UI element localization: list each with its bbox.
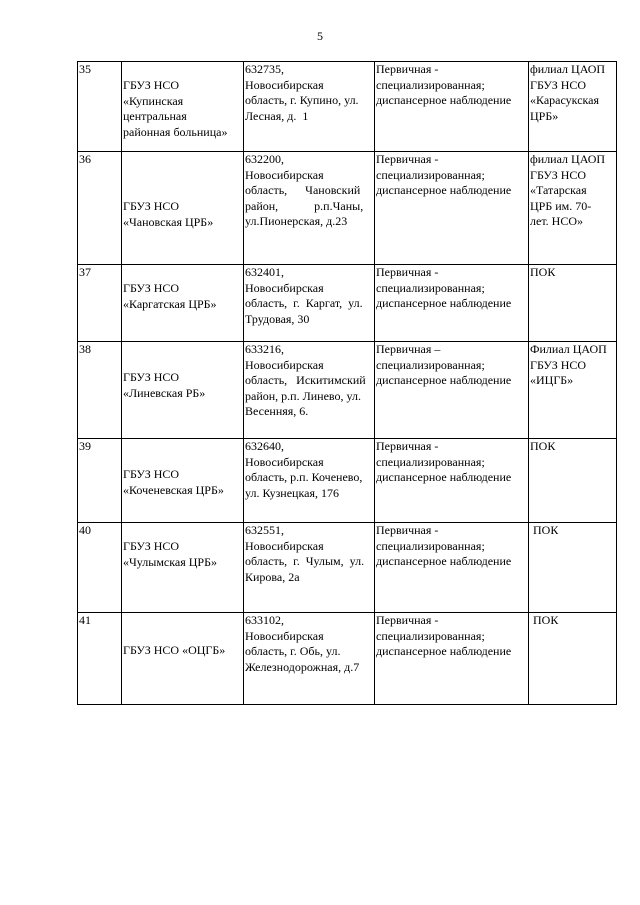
branch-cell [529, 613, 617, 705]
branch-cell [529, 523, 617, 613]
branch-cell [529, 152, 617, 265]
cell-line: лет. НСО» [530, 214, 583, 228]
cell-line: ул. Кузнецкая, 176 [245, 485, 339, 500]
cell-line: «Чулымская ЦРБ» [123, 554, 217, 569]
cell-line: 633102, [245, 613, 284, 627]
cell-line: область, Искитимский [245, 373, 366, 387]
cell-line: специализированная; [376, 167, 485, 182]
cell-line: ГБУЗ НСО [123, 539, 180, 553]
address-cell [244, 523, 375, 613]
table-row [78, 439, 617, 523]
table-body [78, 62, 617, 705]
institution-name-cell-text [123, 523, 242, 570]
institution-name-cell-text [123, 265, 242, 312]
cell-line: ГБУЗ НСО [123, 281, 180, 295]
cell-line: область, г. Чулым, ул. [245, 554, 365, 568]
care-type-cell-text [376, 613, 527, 660]
cell-line: район, р.п.Чаны, [245, 198, 364, 213]
cell-line: Новосибирская [245, 454, 324, 469]
cell-line: «Татарская [530, 183, 587, 197]
care-type-cell [375, 342, 529, 439]
cell-line: Первичная - [376, 265, 439, 279]
page-number: 5 [317, 29, 323, 43]
cell-line: ЦРБ» [530, 108, 559, 123]
institution-name-cell-text [123, 613, 242, 659]
care-type-cell-text [376, 342, 527, 389]
cell-line: область, г. Обь, ул. [245, 644, 341, 658]
cell-line: диспансерное наблюдение [376, 93, 512, 107]
cell-line: Филиал ЦАОП [530, 342, 607, 356]
cell-line: диспансерное наблюдение [376, 296, 512, 310]
cell-line: Первичная - [376, 62, 439, 76]
cell-line: Железнодорожная, д.7 [245, 659, 360, 674]
cell-line: диспансерное наблюдение [376, 183, 512, 197]
care-type-cell [375, 265, 529, 342]
cell-line: Первичная - [376, 152, 439, 166]
cell-line: ГБУЗ НСО [123, 199, 180, 213]
cell-line: центральная [123, 109, 187, 123]
cell-line: 633216, [245, 342, 284, 356]
institution-name-cell-text [123, 62, 242, 140]
branch-cell [529, 439, 617, 523]
cell-line: диспансерное наблюдение [376, 470, 512, 484]
address-cell-text [245, 439, 373, 501]
cell-line: ГБУЗ НСО [530, 77, 587, 92]
cell-line: ПОК [530, 613, 559, 627]
cell-line: 632200, [245, 152, 284, 166]
cell-line: Первичная - [376, 523, 439, 537]
cell-line: ГБУЗ НСО [123, 78, 180, 92]
row-number-cell: 36 [78, 152, 122, 265]
institution-name-cell-text [123, 152, 242, 230]
cell-line: Новосибирская [245, 628, 324, 643]
institution-name-cell [122, 523, 244, 613]
care-type-cell-text [376, 152, 527, 199]
cell-line: район, р.п. Линево, ул. [245, 388, 361, 403]
address-cell [244, 265, 375, 342]
care-type-cell-text [376, 523, 527, 570]
row-number-cell: 39 [78, 439, 122, 523]
address-cell [244, 152, 375, 265]
cell-line: 632735, [245, 62, 284, 76]
care-type-cell-text [376, 62, 527, 109]
table-row [78, 523, 617, 613]
cell-line: Кирова, 2а [245, 569, 300, 584]
address-cell [244, 62, 375, 152]
cell-line: ПОК [530, 523, 559, 537]
address-cell [244, 439, 375, 523]
branch-cell-text [530, 439, 615, 455]
cell-line: специализированная; [376, 538, 485, 553]
institution-name-cell [122, 152, 244, 265]
cell-line: филиал ЦАОП [530, 62, 606, 76]
cell-line: Новосибирская [245, 280, 324, 295]
table-row [78, 342, 617, 439]
cell-line: «Коченевская ЦРБ» [123, 482, 224, 497]
cell-line: Трудовая, 30 [245, 311, 310, 326]
address-cell [244, 342, 375, 439]
cell-line: специализированная; [376, 77, 485, 92]
branch-cell-text [530, 265, 615, 281]
row-number-cell: 37 [78, 265, 122, 342]
cell-line: специализированная; [376, 628, 485, 643]
table-row [78, 152, 617, 265]
cell-line: диспансерное наблюдение [376, 373, 512, 387]
address-cell-text [245, 342, 373, 420]
cell-line: ЦРБ им. 70- [530, 198, 592, 213]
row-number-cell: 40 [78, 523, 122, 613]
cell-line: область, Чановский [245, 183, 361, 197]
cell-line: область, г. Каргат, ул. [245, 296, 363, 310]
institution-name-cell [122, 265, 244, 342]
branch-cell [529, 342, 617, 439]
cell-line: 632551, [245, 523, 284, 537]
cell-line: специализированная; [376, 357, 485, 372]
cell-line: «Карасукская [530, 93, 600, 107]
cell-line: ПОК [530, 439, 556, 453]
cell-line: ГБУЗ НСО [530, 167, 587, 182]
row-number-cell: 35 [78, 62, 122, 152]
cell-line: 632401, [245, 265, 284, 279]
cell-line: ГБУЗ НСО [530, 357, 587, 372]
institution-name-cell [122, 62, 244, 152]
institution-name-cell [122, 342, 244, 439]
address-cell-text [245, 265, 373, 327]
cell-line: Новосибирская [245, 167, 324, 182]
branch-cell-text [530, 342, 615, 389]
care-type-cell-text [376, 265, 527, 312]
branch-cell [529, 62, 617, 152]
cell-line: Первичная – [376, 342, 441, 356]
cell-line: «Чановская ЦРБ» [123, 214, 214, 229]
cell-line: Новосибирская [245, 357, 324, 372]
cell-line: ГБУЗ НСО [123, 467, 180, 481]
branch-cell [529, 265, 617, 342]
address-cell-text [245, 62, 373, 124]
cell-line: специализированная; [376, 280, 485, 295]
cell-line: ГБУЗ НСО [123, 370, 180, 384]
address-cell-text [245, 523, 373, 585]
institution-name-cell [122, 439, 244, 523]
care-type-cell [375, 152, 529, 265]
cell-line: диспансерное наблюдение [376, 554, 512, 568]
cell-line: Первичная - [376, 439, 439, 453]
cell-line: филиал ЦАОП [530, 152, 606, 166]
cell-line: Лесная, д. 1 [245, 108, 309, 123]
table-row [78, 62, 617, 152]
cell-line: районная больница» [123, 124, 228, 139]
cell-line: «Купинская [123, 93, 184, 108]
branch-cell-text [530, 523, 615, 539]
table-row [78, 613, 617, 705]
cell-line: «ИЦГБ» [530, 373, 574, 387]
care-type-cell [375, 613, 529, 705]
branch-cell-text [530, 152, 615, 230]
institution-name-cell [122, 613, 244, 705]
institution-name-cell-text [123, 342, 242, 401]
row-number-cell: 38 [78, 342, 122, 439]
cell-line: специализированная; [376, 454, 485, 469]
cell-line: Весенняя, 6. [245, 404, 309, 418]
cell-line: Первичная - [376, 613, 439, 627]
care-type-cell [375, 439, 529, 523]
row-number-cell: 41 [78, 613, 122, 705]
cell-line: «Линевская РБ» [123, 385, 206, 400]
address-cell-text [245, 152, 373, 230]
care-type-cell [375, 62, 529, 152]
cell-line: «Каргатская ЦРБ» [123, 296, 217, 311]
branch-cell-text [530, 613, 615, 629]
cell-line: диспансерное наблюдение [376, 644, 512, 658]
institutions-table [77, 61, 617, 705]
cell-line: 632640, [245, 439, 284, 453]
address-cell-text [245, 613, 373, 675]
cell-line: Новосибирская [245, 538, 324, 553]
address-cell [244, 613, 375, 705]
care-type-cell [375, 523, 529, 613]
table-row [78, 265, 617, 342]
cell-line: ПОК [530, 265, 556, 279]
institution-name-cell-text [123, 439, 242, 498]
cell-line: ул.Пионерская, д.23 [245, 214, 348, 228]
cell-line: ГБУЗ НСО «ОЦГБ» [123, 643, 226, 657]
branch-cell-text [530, 62, 615, 124]
cell-line: область, г. Купино, ул. [245, 93, 359, 107]
cell-line: Новосибирская [245, 77, 324, 92]
care-type-cell-text [376, 439, 527, 486]
cell-line: область, р.п. Коченево, [245, 470, 363, 484]
